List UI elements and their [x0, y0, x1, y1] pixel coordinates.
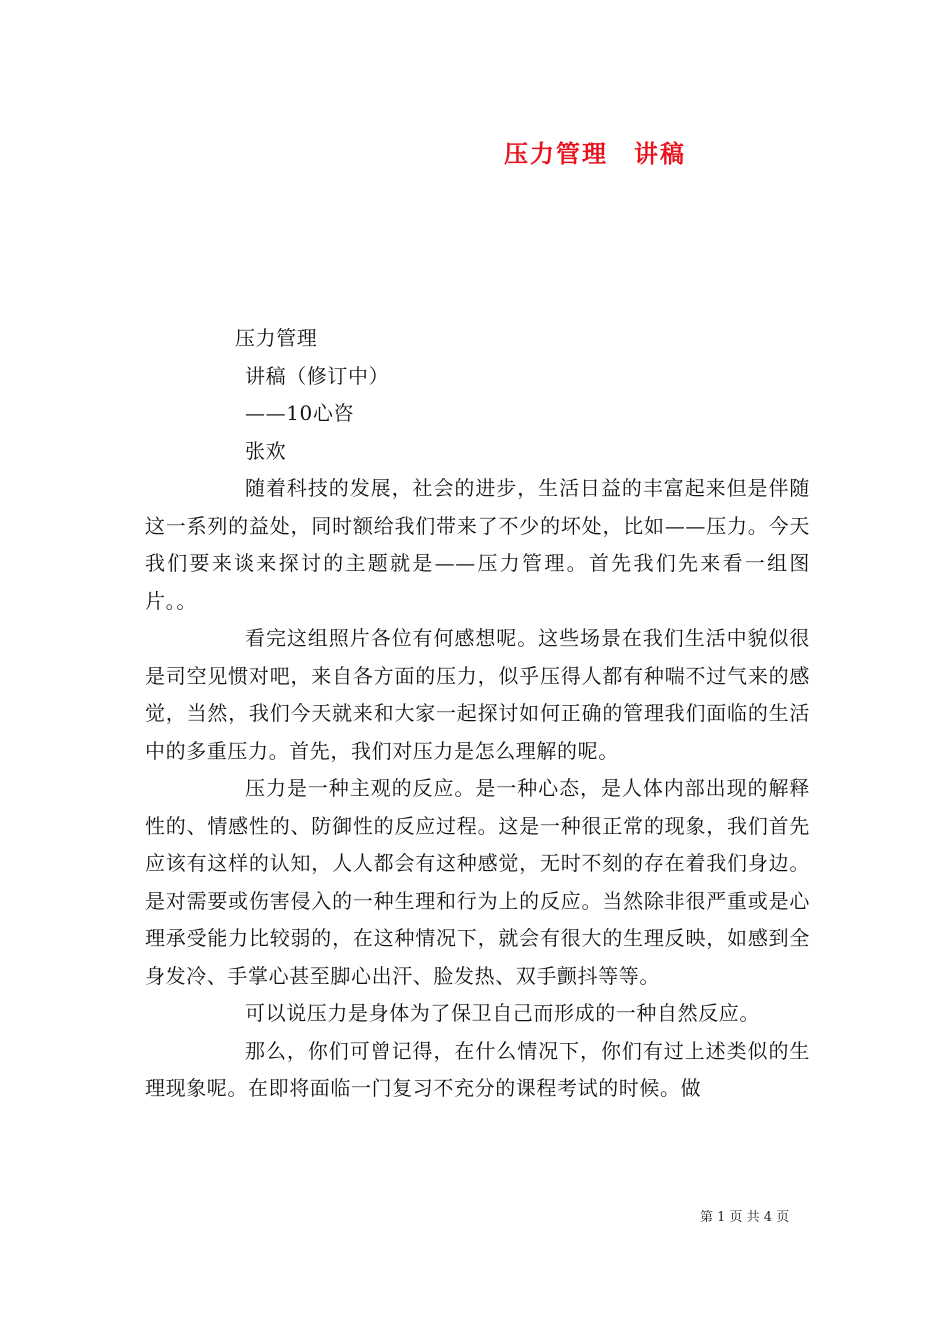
paragraph-5: 那么，你们可曾记得，在什么情况下，你们有过上述类似的生理现象呢。在即将面临一门复习不充分的课程考试的时候。做 — [145, 1038, 810, 1100]
document-title: 压力管理 讲稿 — [504, 140, 686, 168]
header-line-author: 张欢 — [245, 438, 287, 463]
page-number-footer: 第 1 页 共 4 页 — [700, 1210, 790, 1225]
paragraph-2: 看完这组照片各位有何感想呢。这些场景在我们生活中貌似很是司空见惯对吧，来自各方面的压力，似乎压得人都有种喘不过气来的感觉，当然，我们今天就来和大家一起探讨如何正确的管理我们面临的生活中的多重压力。首先，我们对压力是怎么理解的呢。 — [145, 626, 810, 763]
paragraph-1: 随着科技的发展，社会的进步，生活日益的丰富起来但是伴随这一系列的益处，同时额给我们带来了不少的坏处，比如——压力。今天我们要来谈来探讨的主题就是——压力管理。首先我们先来看一组图片。。 — [145, 476, 810, 613]
header-line-group: ——10心咨 — [245, 401, 355, 425]
header-line-subtitle: 讲稿（修订中） — [245, 363, 390, 388]
paragraph-4: 可以说压力是身体为了保卫自己而形成的一种自然反应。 — [245, 1001, 760, 1025]
paragraph-3: 压力是一种主观的反应。是一种心态，是人体内部出现的解释性的、情感性的、防御性的反应过程。这是一种很正常的现象，我们首先应该有这样的认知，人人都会有这种感觉，无时不刻的存在着我们身边。是对需要或伤害侵入的一种生理和行为上的反应。当然除非很严重或是心理承受能力比较弱的，在这种情况下，就会有很大的生理反映，如感到全身发冷、手掌心甚至脚心出汗、脸发热、双手颤抖等等。 — [145, 776, 810, 988]
document-body — [145, 320, 810, 1108]
header-line-title: 压力管理 — [235, 326, 318, 350]
